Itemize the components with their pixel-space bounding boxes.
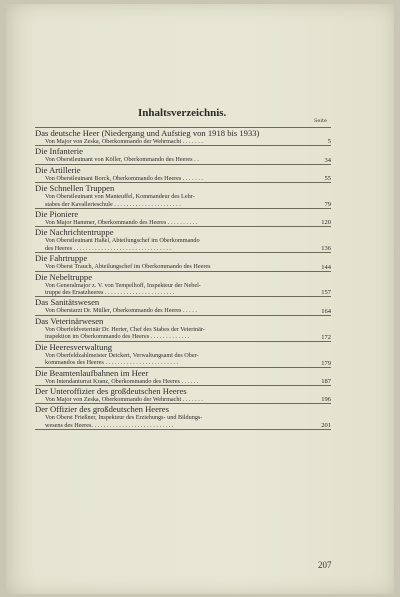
entry-author-continued: inspektion im Oberkommando des Heeres . . . . . . . . . . . . . [45,333,190,341]
toc-entry [35,226,331,252]
entry-heading: Die Pioniere [35,209,79,220]
entry-author: Von Major von Zeska, Oberkommando der Wehrmacht . . . . . . . [45,395,203,403]
toc-entry [35,208,331,226]
toc-entry [35,252,331,270]
entry-page-number: 187 [321,377,331,385]
entry-author: Von Oberst Frießner, Inspekteur des Erziehungs- und Bildungs- [45,414,203,422]
entry-author: Von Oberstleutnant Borck, Oberkommando des Heeres . . . . . . . [45,174,203,182]
entry-heading: Das Sanitätswesen [35,297,100,308]
toc-entry [35,145,331,163]
entry-page-number: 164 [321,307,331,315]
entry-heading: Das Veterinärwesen [35,315,104,326]
entry-author: Von Major Hammer, Oberkommando des Heeres . . . . . . . . . . [45,219,198,227]
entry-page-number: 144 [321,263,331,271]
entry-heading: Der Unteroffizier des großdeutschen Heeres [35,385,187,396]
entry-heading: Die Heeresverwaltung [35,341,113,352]
toc-entry [35,271,331,297]
toc-entry [35,127,331,145]
toc-entry [35,315,331,341]
toc-entry [35,296,331,314]
toc-bottom-rule [35,429,331,430]
table-of-contents [35,127,331,430]
entry-author: Von Intendanturrat Kranz, Oberkommando des Heeres . . . . . . [45,377,199,385]
entry-heading: Die Infanterie [35,146,83,157]
entry-author: Von Oberfeldzahlmeister Deickert, Verwaltungsamt des Ober- [45,351,199,359]
page-title: Inhaltsverzeichnis. [138,107,227,119]
entry-author: Von Generalmajor z. V. von Tempelhoff, Inspekteur der Nebel- [45,281,201,289]
entry-page-number: 120 [321,219,331,227]
entry-author: Von Oberstarzt Dr. Müller, Oberkommando des Heeres . . . . . [45,307,197,315]
entry-heading: Die Beamtenlaufbahnen im Heer [35,367,149,378]
entry-author: Von Oberstleutnant von Manteuffel, Kommandeur des Lehr- [45,193,195,201]
entry-author: Von Oberfeldveterinär Dr. Herter, Chef des Stabes der Veterinär- [45,325,205,333]
entry-heading: Das deutsche Heer (Niedergang und Aufstieg von 1918 bis 1933) [35,128,260,138]
toc-entry [35,341,331,367]
toc-entry [35,385,331,403]
entry-author-continued: truppe des Ersatzheeres . . . . . . . . . . . . . . . . . . . . . . . [45,289,175,297]
toc-entry [35,403,331,429]
entry-author: Von Oberstleutnant von Köller, Oberkommando des Heeres . . [45,156,199,164]
entry-author-continued: wesens des Heeres. . . . . . . . . . . . . . . . . . . . . . . . . . . [45,421,174,429]
entry-author-continued: stabes der Kavallerieschule . . . . . . . . . . . . . . . . . . . . . . [45,200,181,208]
entry-page-number: 5 [327,138,331,146]
entry-page-number: 34 [324,156,331,164]
entry-page-number: 196 [321,396,331,404]
entry-page-number: 172 [321,333,331,341]
page-column-label: Seite [314,118,327,124]
entry-page-number: 55 [324,175,331,183]
entry-heading: Der Offizier des großdeutschen Heeres [35,404,169,415]
entry-page-number: 157 [321,289,331,297]
entry-page-number: 201 [321,422,331,430]
entry-author-continued: des Heeres . . . . . . . . . . . . . . . . . . . . . . . . . . . . . . . . [45,244,171,252]
entry-author: Von Major von Zeska, Oberkommando der Wehrmacht . . . . . . . [45,138,203,145]
entry-heading: Die Artillerie [35,164,81,175]
book-page [6,4,394,594]
entry-page-number: 79 [324,201,331,209]
entry-heading: Die Nebeltruppe [35,271,93,282]
toc-entry [35,182,331,208]
page-folio: 207 [318,560,332,570]
entry-heading: Die Fahrtruppe [35,253,88,264]
entry-author-continued: kommandos des Heeres . . . . . . . . . . . . . . . . . . . . . . . . [45,359,179,367]
toc-entry [35,164,331,182]
entry-heading: Die Schnellen Truppen [35,183,115,194]
toc-entry [35,367,331,385]
entry-heading: Die Nachrichtentruppe [35,227,114,238]
entry-author: Von Oberstleutnant Haßel, Abteilungschef im Oberkommando [45,237,200,245]
entry-page-number: 136 [321,245,331,253]
entry-page-number: 179 [321,359,331,367]
entry-author: Von Oberst Trauch, Abteilungschef im Oberkommando des Heeres [45,263,211,271]
